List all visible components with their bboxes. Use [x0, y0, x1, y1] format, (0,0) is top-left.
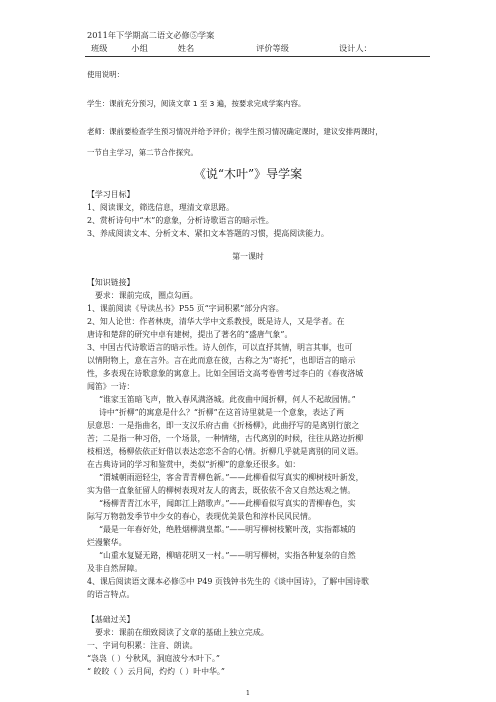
usage-teacher: 老师：课前要检查学生预习情况并给予评价；视学生预习情况确定课时，建议安排两课时，: [87, 127, 383, 136]
basics-line: 一、字词句积累：注音、朗读。: [87, 641, 198, 650]
field-name: 姓名: [177, 43, 195, 53]
learning-goals: [87, 188, 422, 240]
goals-heading: 【学习目标】: [87, 190, 135, 199]
knowledge-line: 4、课后阅读语文课本必修⑤中 P49 页钱钟书先生的《谈中国诗》，了解中国诗歌: [87, 577, 369, 586]
knowledge-line: “山重水复疑无路，柳暗花明又一村。”——明写柳树，实指各种复杂的自然: [99, 551, 356, 560]
knowledge-line: 的语言特点。: [87, 590, 135, 599]
field-designer: 设计人：: [338, 43, 372, 53]
basics-section: [87, 613, 422, 678]
page-title: 《说“木叶”》导学案: [193, 167, 303, 181]
knowledge-line: 在古典诗词的学习和鉴赏中，类似“折柳”的意象还很多。如：: [87, 460, 301, 469]
knowledge-line: “杨柳青青江水平，闻郎江上踏歌声。”——此柳看似写真实的青柳春色，实: [99, 499, 356, 508]
usage-sessions: 一节自主学习，第二节合作探究。: [87, 148, 198, 157]
field-group: 小组: [131, 43, 148, 53]
knowledge-line: 烂漫繁华。: [87, 538, 127, 547]
goal-item: 2、赏析诗句中“木”的意象，分析诗歌语言的暗示性。: [87, 216, 274, 225]
usage-label: 使用说明：: [87, 70, 124, 79]
knowledge-heading: 【知识链接】: [87, 278, 135, 287]
basics-heading: 【基础过关】: [87, 615, 135, 624]
knowledge-line: 要求：课前完成，圈点勾画。: [95, 291, 198, 300]
basics-line: “ 皎皎（ ）云月间，灼灼（ ）叶中华。”: [87, 667, 225, 676]
knowledge-line: 及非自然屏障。: [87, 564, 143, 573]
knowledge-line: 闻笛》一诗：: [87, 382, 135, 391]
header-title: 2011年下学期高二语文必修⑤学案: [87, 30, 215, 40]
knowledge-line: 以情附物上，意在言外。言在此而意在彼，古称之为“寄托”，也即语言的暗示: [87, 356, 356, 365]
knowledge-line: “谁家玉笛暗飞声，散入春风满洛城。此夜曲中闻折柳，何人不起故园情。”: [99, 395, 356, 404]
knowledge-line: 层意思：一是指曲名，即一支汉乐府古曲《折杨柳》，此曲抒写的是离别行旅之: [87, 421, 360, 430]
page-number: 1: [245, 689, 251, 697]
usage-student: 学生：课前充分预习，阅读文章 1 至 3 遍，按要求完成学案内容。: [87, 99, 306, 108]
knowledge-line: “最是一年春好处，绝胜烟柳满皇都。”——明写柳树枝繁叶茂，实指都城的: [99, 525, 356, 534]
goal-item: 1、阅读课文，筛选信息，理清文章思路。: [87, 203, 235, 212]
knowledge-section: [87, 276, 422, 601]
knowledge-line: 3、中国古代诗歌语言的暗示性。诗人创作，可以直抒其情，明言其事，也可: [87, 343, 353, 352]
header-underline: [85, 56, 430, 57]
knowledge-line: 苦；二是指一种习俗，一个场景，一种情绪，古代离别的时候，往往从路边折柳: [87, 434, 364, 443]
goal-item: 3、养成阅读文本、分析文本、紧扣文本答题的习惯，提高阅读能力。: [87, 229, 329, 238]
knowledge-line: 2、知人论世：作者林庚，清华大学中文系教授，既是诗人，又是学者。在: [87, 317, 345, 326]
session-label: 第一课时: [232, 252, 264, 261]
knowledge-line: 性，多表现在诗歌意象的寓意上。比如全国语文高考卷曾考过李白的《春夜洛城: [87, 369, 364, 378]
field-grade: 评价等级: [256, 43, 289, 53]
field-class: 班级: [91, 43, 108, 53]
knowledge-line: “渭城朝雨浥轻尘，客舍青青柳色新。”——此柳看似写真实的柳树枝叶新发，: [99, 473, 364, 482]
knowledge-line: 唐诗和楚辞的研究中卓有建树，提出了著名的“盛唐气象”。: [87, 330, 293, 339]
basics-line: “袅袅（ ）兮秋风，洞庭波兮木叶下。”: [87, 654, 220, 663]
knowledge-line: 1、课前阅读《导读丛书》P55 页“字词积累”部分内容。: [87, 304, 284, 313]
knowledge-line: 枝相送，杨柳依依正好借以表达恋恋不舍的心情。折柳几乎就是离别的同义语。: [87, 447, 364, 456]
knowledge-line: 际写万物勃发季节中少女的春心，表现优美景色和淳朴民风民情。: [87, 512, 316, 521]
basics-line: 要求：课前在细致阅读了文章的基础上独立完成。: [95, 628, 269, 637]
knowledge-line: 诗中“折柳”的寓意是什么？“折柳”在这首诗里就是一个意象，表达了两: [99, 408, 344, 417]
knowledge-line: 实为借一直象征留人的柳树表现对友人的离去，既依依不舍又自然达观之情。: [87, 486, 356, 495]
header-fields: [87, 43, 372, 54]
